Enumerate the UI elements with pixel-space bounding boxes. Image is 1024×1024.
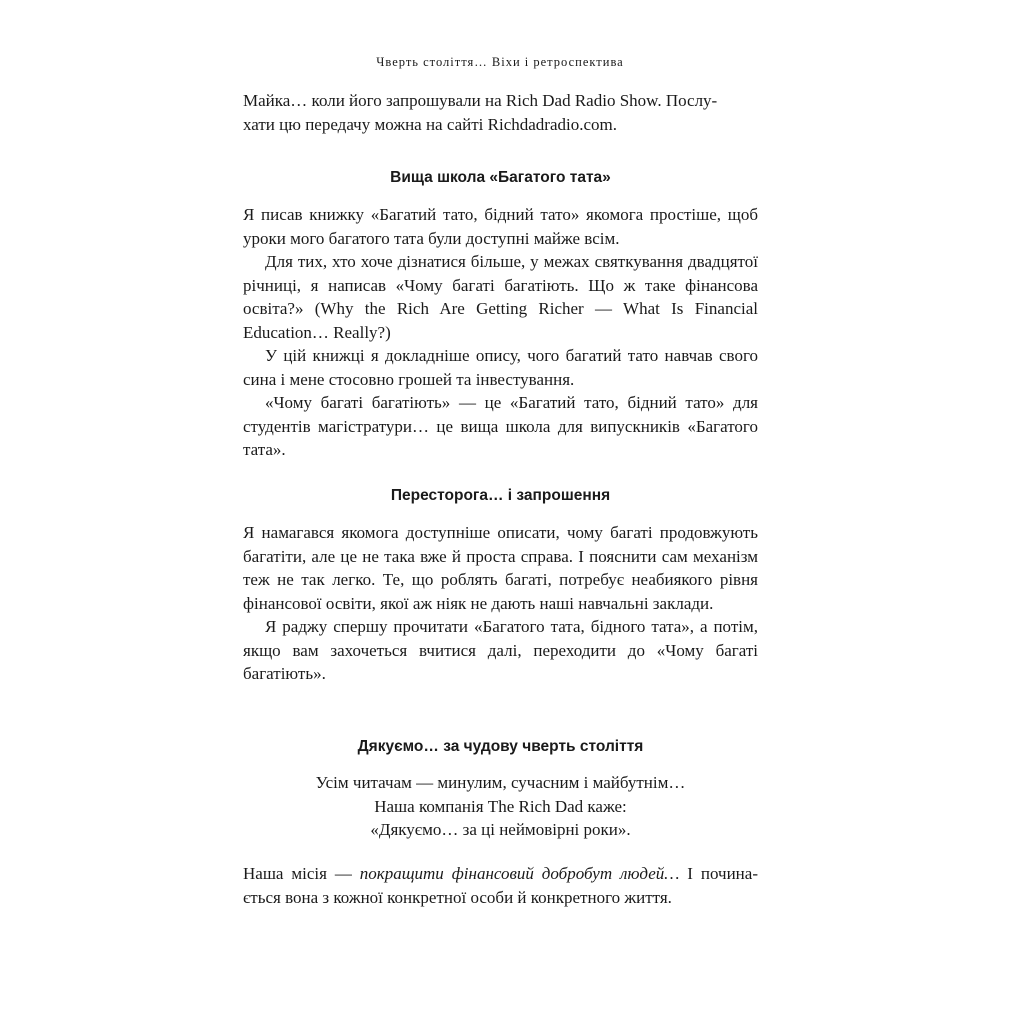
paragraph: Для тих, хто хоче дізнатися більше, у межах святкування двадцятої річниці, я написав «Чому багаті багатіють. Що ж таке фінансова освіта?» (Why the Rich Are Getting Richer — What Is Financial Education… Really?) xyxy=(243,252,758,342)
thanks-line: Усім читачам — минулим, сучасним і майбутнім… xyxy=(315,773,686,792)
thanks-block xyxy=(243,771,758,842)
mission-text xyxy=(243,862,758,909)
intro-line-2: хати цю передачу можна на сайті Richdadradio.com. xyxy=(243,114,617,134)
running-head: Чверть століття… Віхи і ретроспектива xyxy=(376,55,624,69)
paragraph: У цій книжці я докладніше опису, чого багатий тато навчав свого сина і мене стосовно грошей та інвестування. xyxy=(243,346,758,389)
thanks-line: «Дякуємо… за ці неймовірні роки». xyxy=(370,820,631,839)
paragraph: Я намагався якомога доступніше описати, чому багаті продовжують багатіти, але це не така вже й проста справа. І пояснити сам механізм теж не так легко. Те, що роблять багаті, потребує неабиякого рівня фінансової освіти, якої аж ніяк не дають наші навчальні заклади. xyxy=(243,523,758,613)
section-body-graduate-school xyxy=(243,203,758,462)
paragraph: Я писав книжку «Багатий тато, бідний тато» якомога простіше, щоб уроки мого багатого тата були доступні майже всім. xyxy=(243,205,758,248)
mission-start: Наша місія — xyxy=(243,864,360,883)
section-heading-warning: Пересторога… і запрошення xyxy=(390,487,611,504)
mission-italic: покращити фінансовий добробут людей… xyxy=(359,864,680,883)
section-heading-graduate-school: Вища школа «Багатого тата» xyxy=(390,169,611,186)
mission-paragraph xyxy=(243,862,758,909)
intro-line-1: Майка… коли його запрошували на Rich Dad Radio Show. Послу- xyxy=(243,91,718,110)
section-body-warning xyxy=(243,521,758,686)
intro-paragraph xyxy=(243,89,758,136)
thanks-line: Наша компанія The Rich Dad каже: xyxy=(374,796,627,816)
paragraph: «Чому багаті багатіють» — це «Багатий тато, бідний тато» для студентів магістратури… це вища школа для випускників «Багатого тата». xyxy=(243,393,758,459)
paragraph: Я раджу спершу прочитати «Багатого тата, бідного тата», а потім, якщо вам захочеться вчитися далі, переходити до «Чому багаті багатіють». xyxy=(243,617,758,683)
mission-end: І починається вона з кожної конкретної особи й конкретного життя. xyxy=(243,864,758,907)
section-heading-thanks: Дякуємо… за чудову чверть століття xyxy=(357,738,644,755)
